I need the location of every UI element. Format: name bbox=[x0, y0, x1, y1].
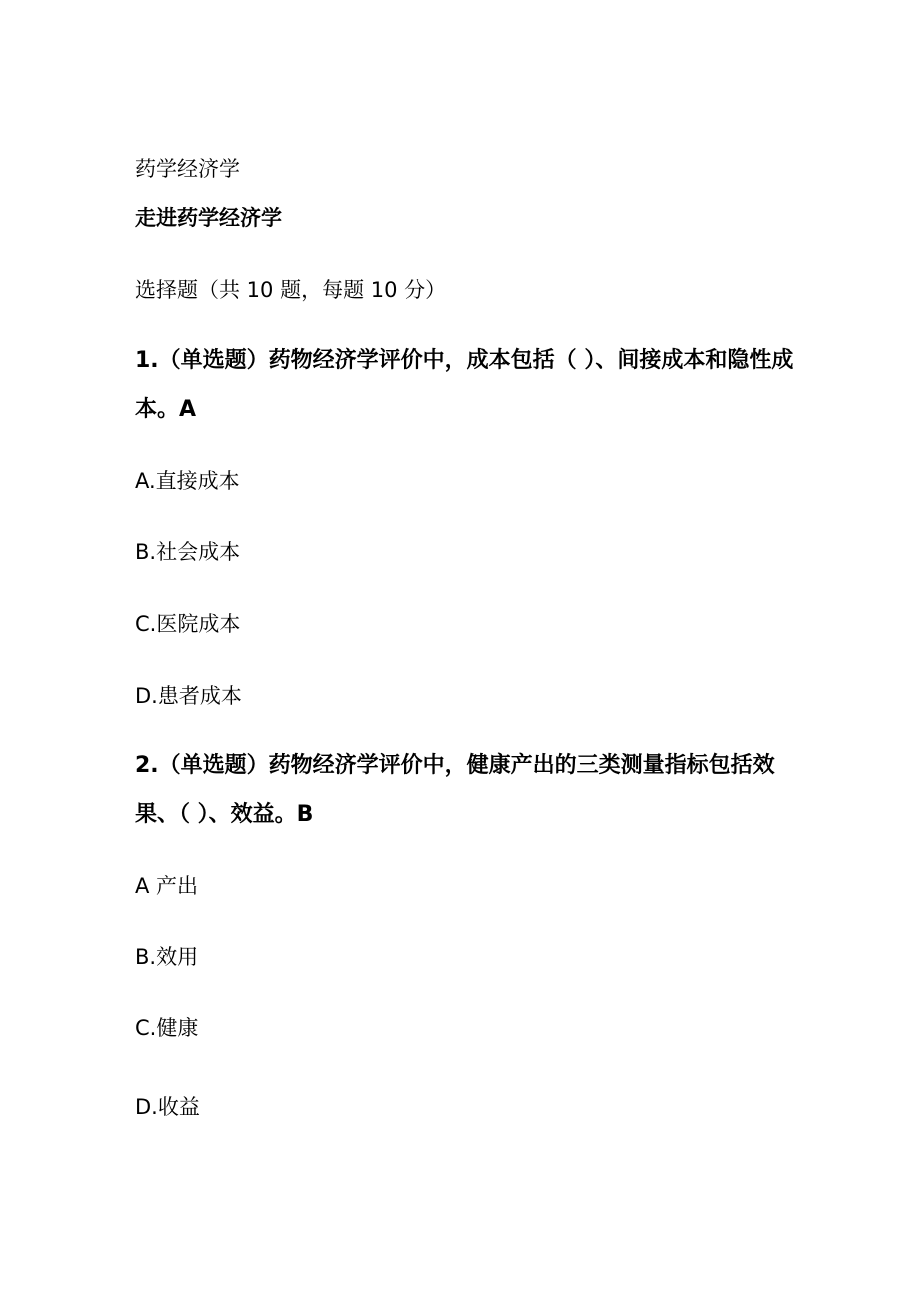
question-2-option-d: D.收益 bbox=[135, 1095, 200, 1119]
question-1-option-a: A.直接成本 bbox=[135, 469, 240, 493]
question-2-option-a: A 产出 bbox=[135, 874, 199, 898]
document-title: 药学经济学 bbox=[135, 157, 240, 181]
document-subtitle: 走进药学经济学 bbox=[135, 206, 282, 230]
question-1-stem-line1: 1.（单选题）药物经济学评价中，成本包括（ ）、间接成本和隐性成 bbox=[135, 348, 794, 373]
question-1-option-d: D.患者成本 bbox=[135, 684, 242, 708]
section-header: 选择题（共 10 题，每题 10 分） bbox=[135, 278, 447, 302]
question-2-option-b: B.效用 bbox=[135, 945, 199, 969]
question-2-stem-line1: 2.（单选题）药物经济学评价中，健康产出的三类测量指标包括效 bbox=[135, 753, 775, 778]
question-2-stem-line2: 果、（ ）、效益。B bbox=[135, 802, 314, 827]
question-1-option-c: C.医院成本 bbox=[135, 612, 241, 636]
question-2-option-c: C.健康 bbox=[135, 1016, 199, 1040]
question-1-stem-line2: 本。A bbox=[135, 397, 197, 422]
question-1-option-b: B.社会成本 bbox=[135, 540, 241, 564]
